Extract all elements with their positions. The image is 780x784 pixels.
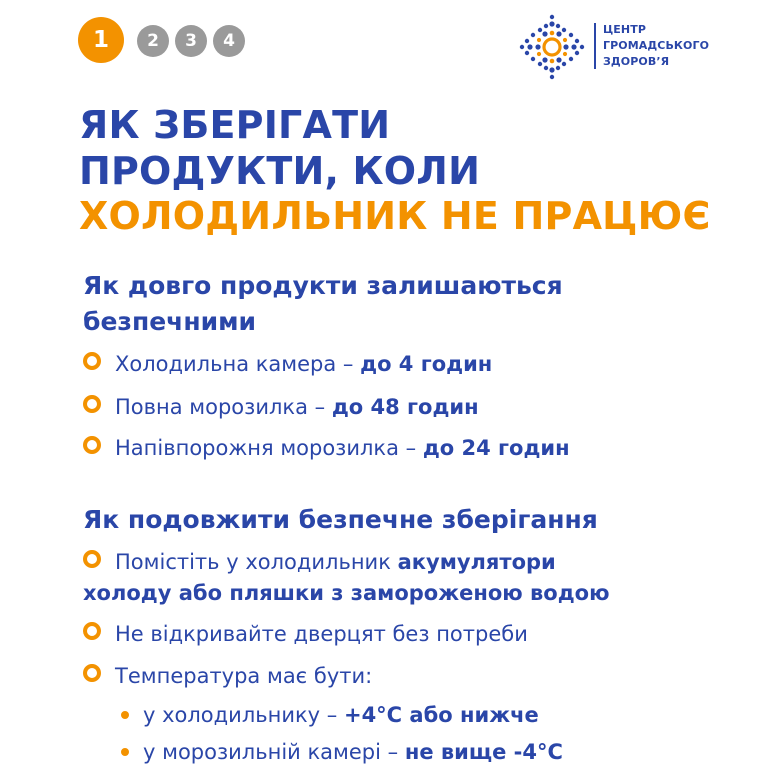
- organization-logo: [519, 14, 719, 80]
- title-line-3: ХОЛОДИЛЬНИК НЕ ПРАЦЮЄ: [79, 194, 711, 238]
- section-1-heading-line-1: Як довго продукти залишаються: [83, 271, 563, 300]
- item-text: Температура має бути:: [115, 664, 373, 688]
- item-text: Холодильна камера –: [115, 352, 361, 376]
- item-text: у морозильній камері –: [143, 740, 405, 764]
- page-3-indicator[interactable]: 3: [175, 25, 207, 57]
- item-emphasis: холоду або пляшки з замороженою водою: [83, 581, 610, 605]
- item-text: Напівпорожня морозилка –: [115, 436, 423, 460]
- ring-bullet-icon: [83, 395, 101, 413]
- sub-list-item: [121, 699, 539, 731]
- section-1-heading-line-2: безпечними: [83, 307, 257, 336]
- ring-bullet-icon: [83, 352, 101, 370]
- page-4-indicator[interactable]: 4: [213, 25, 245, 57]
- item-emphasis: акумулятори: [397, 550, 556, 574]
- sub-list-item: [121, 736, 563, 768]
- list-item: [83, 618, 528, 650]
- item-emphasis: до 24 годин: [422, 436, 570, 460]
- logo-line-3: ЗДОРОВ’Я: [603, 55, 670, 68]
- item-emphasis: +4°C або нижче: [343, 703, 539, 727]
- page-2-indicator[interactable]: 2: [137, 25, 169, 57]
- title-line-2: ПРОДУКТИ, КОЛИ: [79, 148, 481, 193]
- item-emphasis: до 48 годин: [331, 395, 479, 419]
- ring-bullet-icon: [83, 550, 101, 568]
- logo-line-2: ГРОМАДСЬКОГО: [603, 39, 710, 52]
- list-item: [83, 348, 492, 380]
- item-emphasis: не вище -4°C: [404, 740, 563, 764]
- item-text: Повна морозилка –: [115, 395, 332, 419]
- section-2-heading: Як подовжити безпечне зберігання: [83, 505, 598, 534]
- item-text: у холодильнику –: [143, 703, 344, 727]
- list-item-continuation: [83, 577, 610, 609]
- logo-wordmark: [603, 22, 709, 70]
- logo-divider: [594, 23, 596, 69]
- dot-bullet-icon: [121, 748, 129, 756]
- ring-bullet-icon: [83, 664, 101, 682]
- list-item: [83, 391, 479, 423]
- ring-bullet-icon: [83, 436, 101, 454]
- logo-line-1: ЦЕНТР: [603, 23, 646, 36]
- item-text: Помістіть у холодильник: [115, 550, 398, 574]
- list-item: [83, 432, 570, 464]
- dot-bullet-icon: [121, 711, 129, 719]
- item-emphasis: до 4 годин: [360, 352, 493, 376]
- list-item: [83, 660, 372, 692]
- list-item: [83, 546, 556, 578]
- title-line-1: ЯК ЗБЕРІГАТИ: [79, 103, 391, 147]
- page-1-indicator[interactable]: 1: [78, 17, 124, 63]
- ring-bullet-icon: [83, 622, 101, 640]
- page-title: [79, 103, 711, 240]
- logo-emblem-icon: [519, 14, 585, 80]
- item-text: Не відкривайте дверцят без потреби: [115, 622, 528, 646]
